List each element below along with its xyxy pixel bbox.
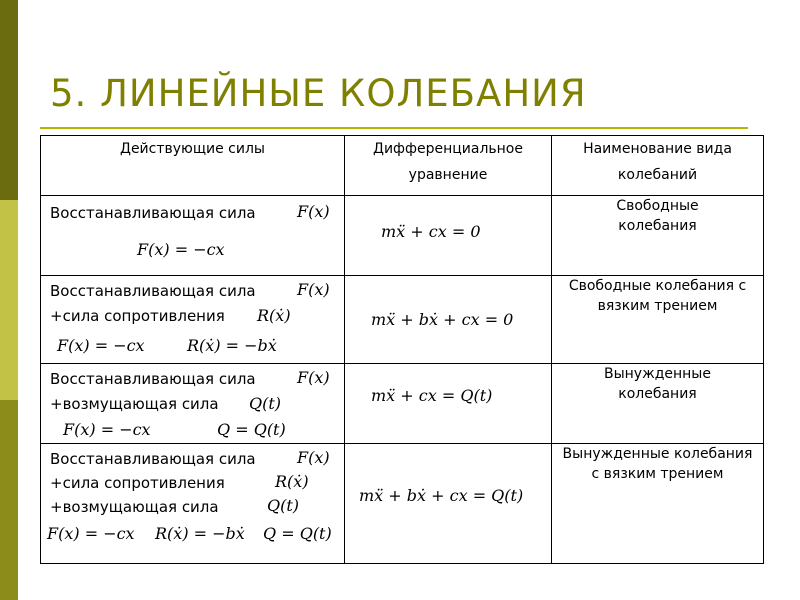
oscillation-type-label: Свободные колебания с вязким трением	[568, 278, 747, 314]
force-symbol: Q(t)	[249, 394, 282, 413]
table-row	[41, 364, 764, 444]
forces-cell	[41, 196, 345, 276]
force-formula: F(x) = −cx	[137, 240, 225, 259]
title-underline	[40, 127, 748, 129]
equation-cell	[345, 364, 552, 444]
force-formula: F(x) = −cx	[63, 420, 151, 439]
oscillations-table	[40, 135, 764, 564]
force-formula: R(ẋ) = −bẋ	[187, 336, 277, 355]
differential-equation: mẍ + cx = 0	[381, 222, 481, 241]
force-label: Восстанавливающая сила	[50, 450, 256, 468]
oscillation-type-cell	[552, 196, 764, 276]
sidebar-segment-middle	[0, 200, 18, 400]
force-symbol: Q(t)	[267, 496, 300, 515]
force-formula: Q = Q(t)	[217, 420, 286, 439]
sidebar-segment-top	[0, 0, 18, 200]
oscillation-type-cell	[552, 276, 764, 364]
forces-cell	[41, 444, 345, 564]
header-equation: Дифференциальное уравнение	[345, 136, 552, 196]
sidebar-segment-bottom	[0, 400, 18, 600]
force-label: +сила сопротивления	[50, 307, 225, 325]
oscillation-type-label: Вынужденные колебания	[604, 366, 711, 402]
header-forces: Действующие силы	[41, 136, 345, 196]
header-type: Наименование вида колебаний	[552, 136, 764, 196]
equation-cell	[345, 196, 552, 276]
force-label: Восстанавливающая сила	[50, 282, 256, 300]
force-label: Восстанавливающая сила	[50, 370, 256, 388]
force-symbol: R(ẋ)	[257, 306, 291, 325]
oscillation-type-label: Вынужденные колебания с вязким трением	[562, 446, 753, 482]
differential-equation: mẍ + bẋ + cx = 0	[371, 310, 514, 329]
oscillation-type-cell	[552, 364, 764, 444]
force-symbol: F(x)	[297, 368, 330, 387]
force-formula: F(x) = −cx	[47, 524, 135, 543]
oscillation-type-label: Свободные колебания	[616, 198, 699, 234]
table-header-row	[41, 136, 764, 196]
table-row	[41, 196, 764, 276]
differential-equation: mẍ + bẋ + cx = Q(t)	[359, 486, 524, 505]
force-symbol: F(x)	[297, 448, 330, 467]
differential-equation: mẍ + cx = Q(t)	[371, 386, 493, 405]
force-label: +возмущающая сила	[50, 395, 219, 413]
table-row	[41, 444, 764, 564]
force-formula: R(ẋ) = −bẋ	[155, 524, 245, 543]
force-label: +сила сопротивления	[50, 474, 225, 492]
equation-cell	[345, 444, 552, 564]
force-formula: Q = Q(t)	[263, 524, 332, 543]
oscillation-type-cell	[552, 444, 764, 564]
force-symbol: F(x)	[297, 280, 330, 299]
slide-sidebar-stripe	[0, 0, 18, 600]
force-label: Восстанавливающая сила	[50, 204, 256, 222]
force-label: +возмущающая сила	[50, 498, 219, 516]
forces-cell	[41, 364, 345, 444]
force-symbol: R(ẋ)	[275, 472, 309, 491]
force-symbol: F(x)	[297, 202, 330, 221]
slide-title: 5. ЛИНЕЙНЫЕ КОЛЕБАНИЯ	[50, 72, 587, 115]
table-row	[41, 276, 764, 364]
equation-cell	[345, 276, 552, 364]
force-formula: F(x) = −cx	[57, 336, 145, 355]
forces-cell	[41, 276, 345, 364]
